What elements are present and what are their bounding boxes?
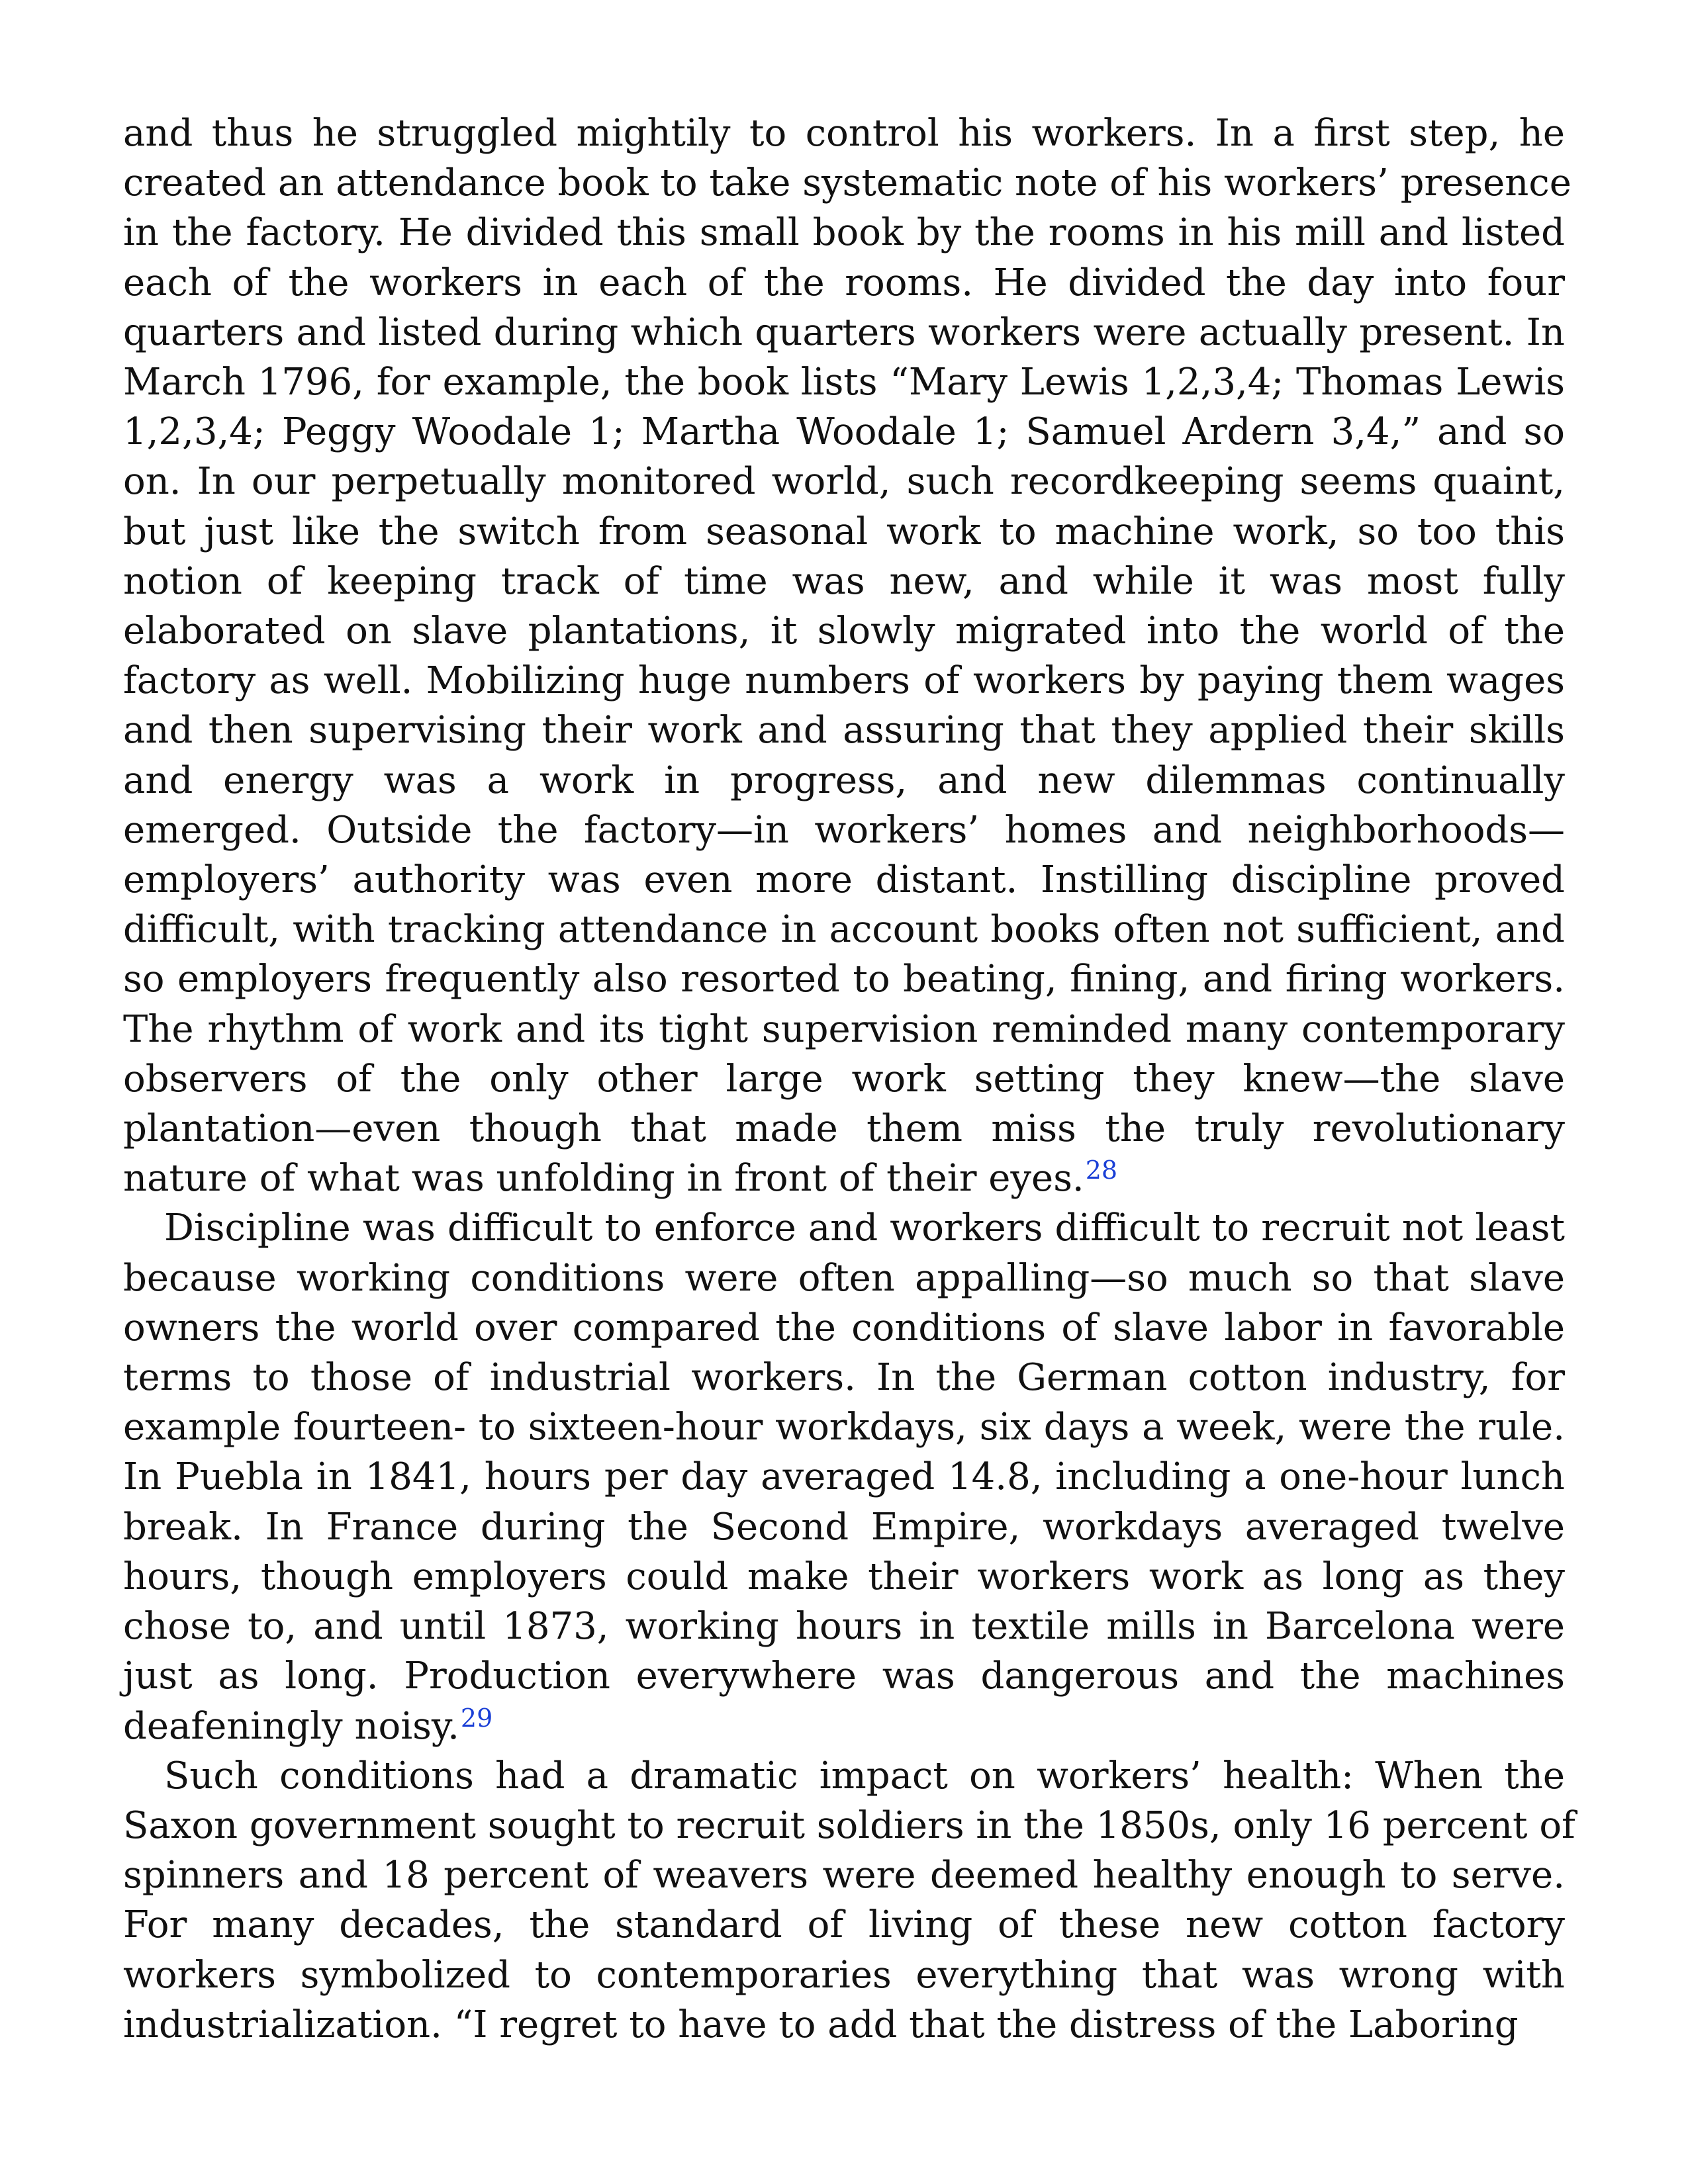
line-text: created an attendance book to take systematic note of his workers’ presence (123, 161, 1571, 205)
line-text: and energy was a work in progress, and new dilemmas continually (123, 758, 1565, 802)
line-text: nature of what was unfolding in front of their eyes. (123, 1157, 1084, 1201)
line-text: example fourteen- to sixteen-hour workdays, six days a week, were the rule. (123, 1406, 1565, 1449)
line-text: just as long. Production everywhere was dangerous and the machines (123, 1655, 1565, 1698)
text-line (123, 1850, 1565, 1900)
line-text: In Puebla in 1841, hours per day averaged 14.8, including a one-hour lunch (123, 1455, 1565, 1499)
line-text: emerged. Outside the factory—in workers’ homes and neighborhoods— (123, 808, 1565, 852)
line-text: and thus he struggled mightily to control his workers. In a first step, he (123, 112, 1565, 155)
text-line (123, 2000, 1565, 2050)
text-line (123, 1303, 1565, 1353)
text-line (123, 1502, 1565, 1552)
line-text: March 1796, for example, the book lists “Mary Lewis 1,2,3,4; Thomas Lewis (123, 361, 1565, 404)
book-page (123, 109, 1575, 2050)
text-line (123, 1651, 1565, 1701)
line-text: workers symbolized to contemporaries everything that was wrong with (123, 1953, 1565, 1997)
text-line (123, 158, 1571, 208)
text-line (123, 109, 1565, 158)
text-line (123, 1402, 1565, 1452)
line-text: break. In France during the Second Empire, workdays averaged twelve (123, 1505, 1565, 1549)
text-line (123, 905, 1565, 954)
line-text: factory as well. Mobilizing huge numbers of workers by paying them wages (123, 659, 1565, 703)
text-line (123, 756, 1565, 805)
line-text: hours, though employers could make their workers work as long as they (123, 1555, 1565, 1598)
footnote-reference-link[interactable]: 28 (1085, 1156, 1118, 1185)
text-line (123, 1353, 1565, 1402)
line-text: Discipline was difficult to enforce and workers difficult to recruit not least (164, 1206, 1565, 1250)
line-text: because working conditions were often appalling—so much so that slave (123, 1256, 1565, 1300)
line-text: plantation—even though that made them miss the truly revolutionary (123, 1107, 1565, 1151)
line-text: Such conditions had a dramatic impact on workers’ health: When the (164, 1754, 1565, 1797)
line-text: notion of keeping track of time was new, and while it was most fully (123, 559, 1565, 603)
line-text: chose to, and until 1873, working hours in textile mills in Barcelona were (123, 1605, 1565, 1649)
line-text: elaborated on slave plantations, it slowly migrated into the world of the (123, 610, 1565, 653)
text-line (123, 1054, 1565, 1104)
line-text: so employers frequently also resorted to beating, fining, and firing workers. (123, 958, 1565, 1001)
text-line (123, 357, 1565, 407)
text-line (123, 1950, 1565, 2000)
text-line (123, 855, 1565, 905)
text-line (123, 1702, 1565, 1751)
text-line (123, 457, 1565, 506)
text-line (123, 1552, 1565, 1602)
text-line (123, 557, 1565, 606)
text-line (123, 1005, 1565, 1054)
text-line (123, 1900, 1565, 1950)
text-line (123, 606, 1565, 656)
text-line (123, 805, 1565, 855)
text-line (123, 954, 1565, 1004)
line-text: owners the world over compared the conditions of slave labor in favorable (123, 1306, 1565, 1349)
line-text: in the factory. He divided this small book by the rooms in his mill and listed (123, 211, 1565, 255)
text-line (123, 1253, 1565, 1303)
line-text: and then supervising their work and assuring that they applied their skills (123, 709, 1565, 752)
text-line (123, 1751, 1565, 1801)
line-text: spinners and 18 percent of weavers were deemed healthy enough to serve. (123, 1854, 1565, 1897)
paragraph-3 (123, 1751, 1575, 2050)
text-line (123, 407, 1565, 457)
text-line (123, 208, 1565, 257)
line-text: terms to those of industrial workers. In the German cotton industry, for (123, 1356, 1565, 1400)
text-line (123, 308, 1565, 357)
line-text: industrialization. “I regret to have to add that the distress of the Laboring (123, 2003, 1519, 2046)
text-line (123, 1104, 1565, 1154)
line-text: deafeningly noisy. (123, 1704, 459, 1748)
line-text: The rhythm of work and its tight supervision reminded many contemporary (123, 1007, 1565, 1051)
line-text: quarters and listed during which quarters workers were actually present. In (123, 310, 1565, 354)
text-line (123, 705, 1565, 755)
text-line (123, 1602, 1565, 1651)
text-line (123, 656, 1565, 705)
text-line (123, 1801, 1575, 1850)
text-line (123, 1203, 1565, 1253)
line-text: For many decades, the standard of living of these new cotton factory (123, 1903, 1565, 1947)
text-line (123, 1452, 1565, 1502)
text-line (123, 1154, 1565, 1203)
line-text: on. In our perpetually monitored world, such recordkeeping seems quaint, (123, 460, 1565, 504)
line-text: but just like the switch from seasonal work to machine work, so too this (123, 510, 1565, 553)
footnote-reference-link[interactable]: 29 (460, 1703, 493, 1733)
line-text: each of the workers in each of the rooms. He divided the day into four (123, 261, 1565, 304)
line-text: employers’ authority was even more distant. Instilling discipline proved (123, 858, 1565, 902)
text-line (123, 258, 1565, 308)
paragraph-2 (123, 1203, 1565, 1751)
paragraph-1 (123, 109, 1571, 1203)
line-text: difficult, with tracking attendance in account books often not sufficient, and (123, 908, 1565, 952)
line-text: observers of the only other large work setting they knew—the slave (123, 1057, 1565, 1101)
line-text: 1,2,3,4; Peggy Woodale 1; Martha Woodale 1; Samuel Ardern 3,4,” and so (123, 410, 1565, 454)
line-text: Saxon government sought to recruit soldiers in the 1850s, only 16 percent of (123, 1803, 1575, 1847)
text-line (123, 507, 1565, 557)
